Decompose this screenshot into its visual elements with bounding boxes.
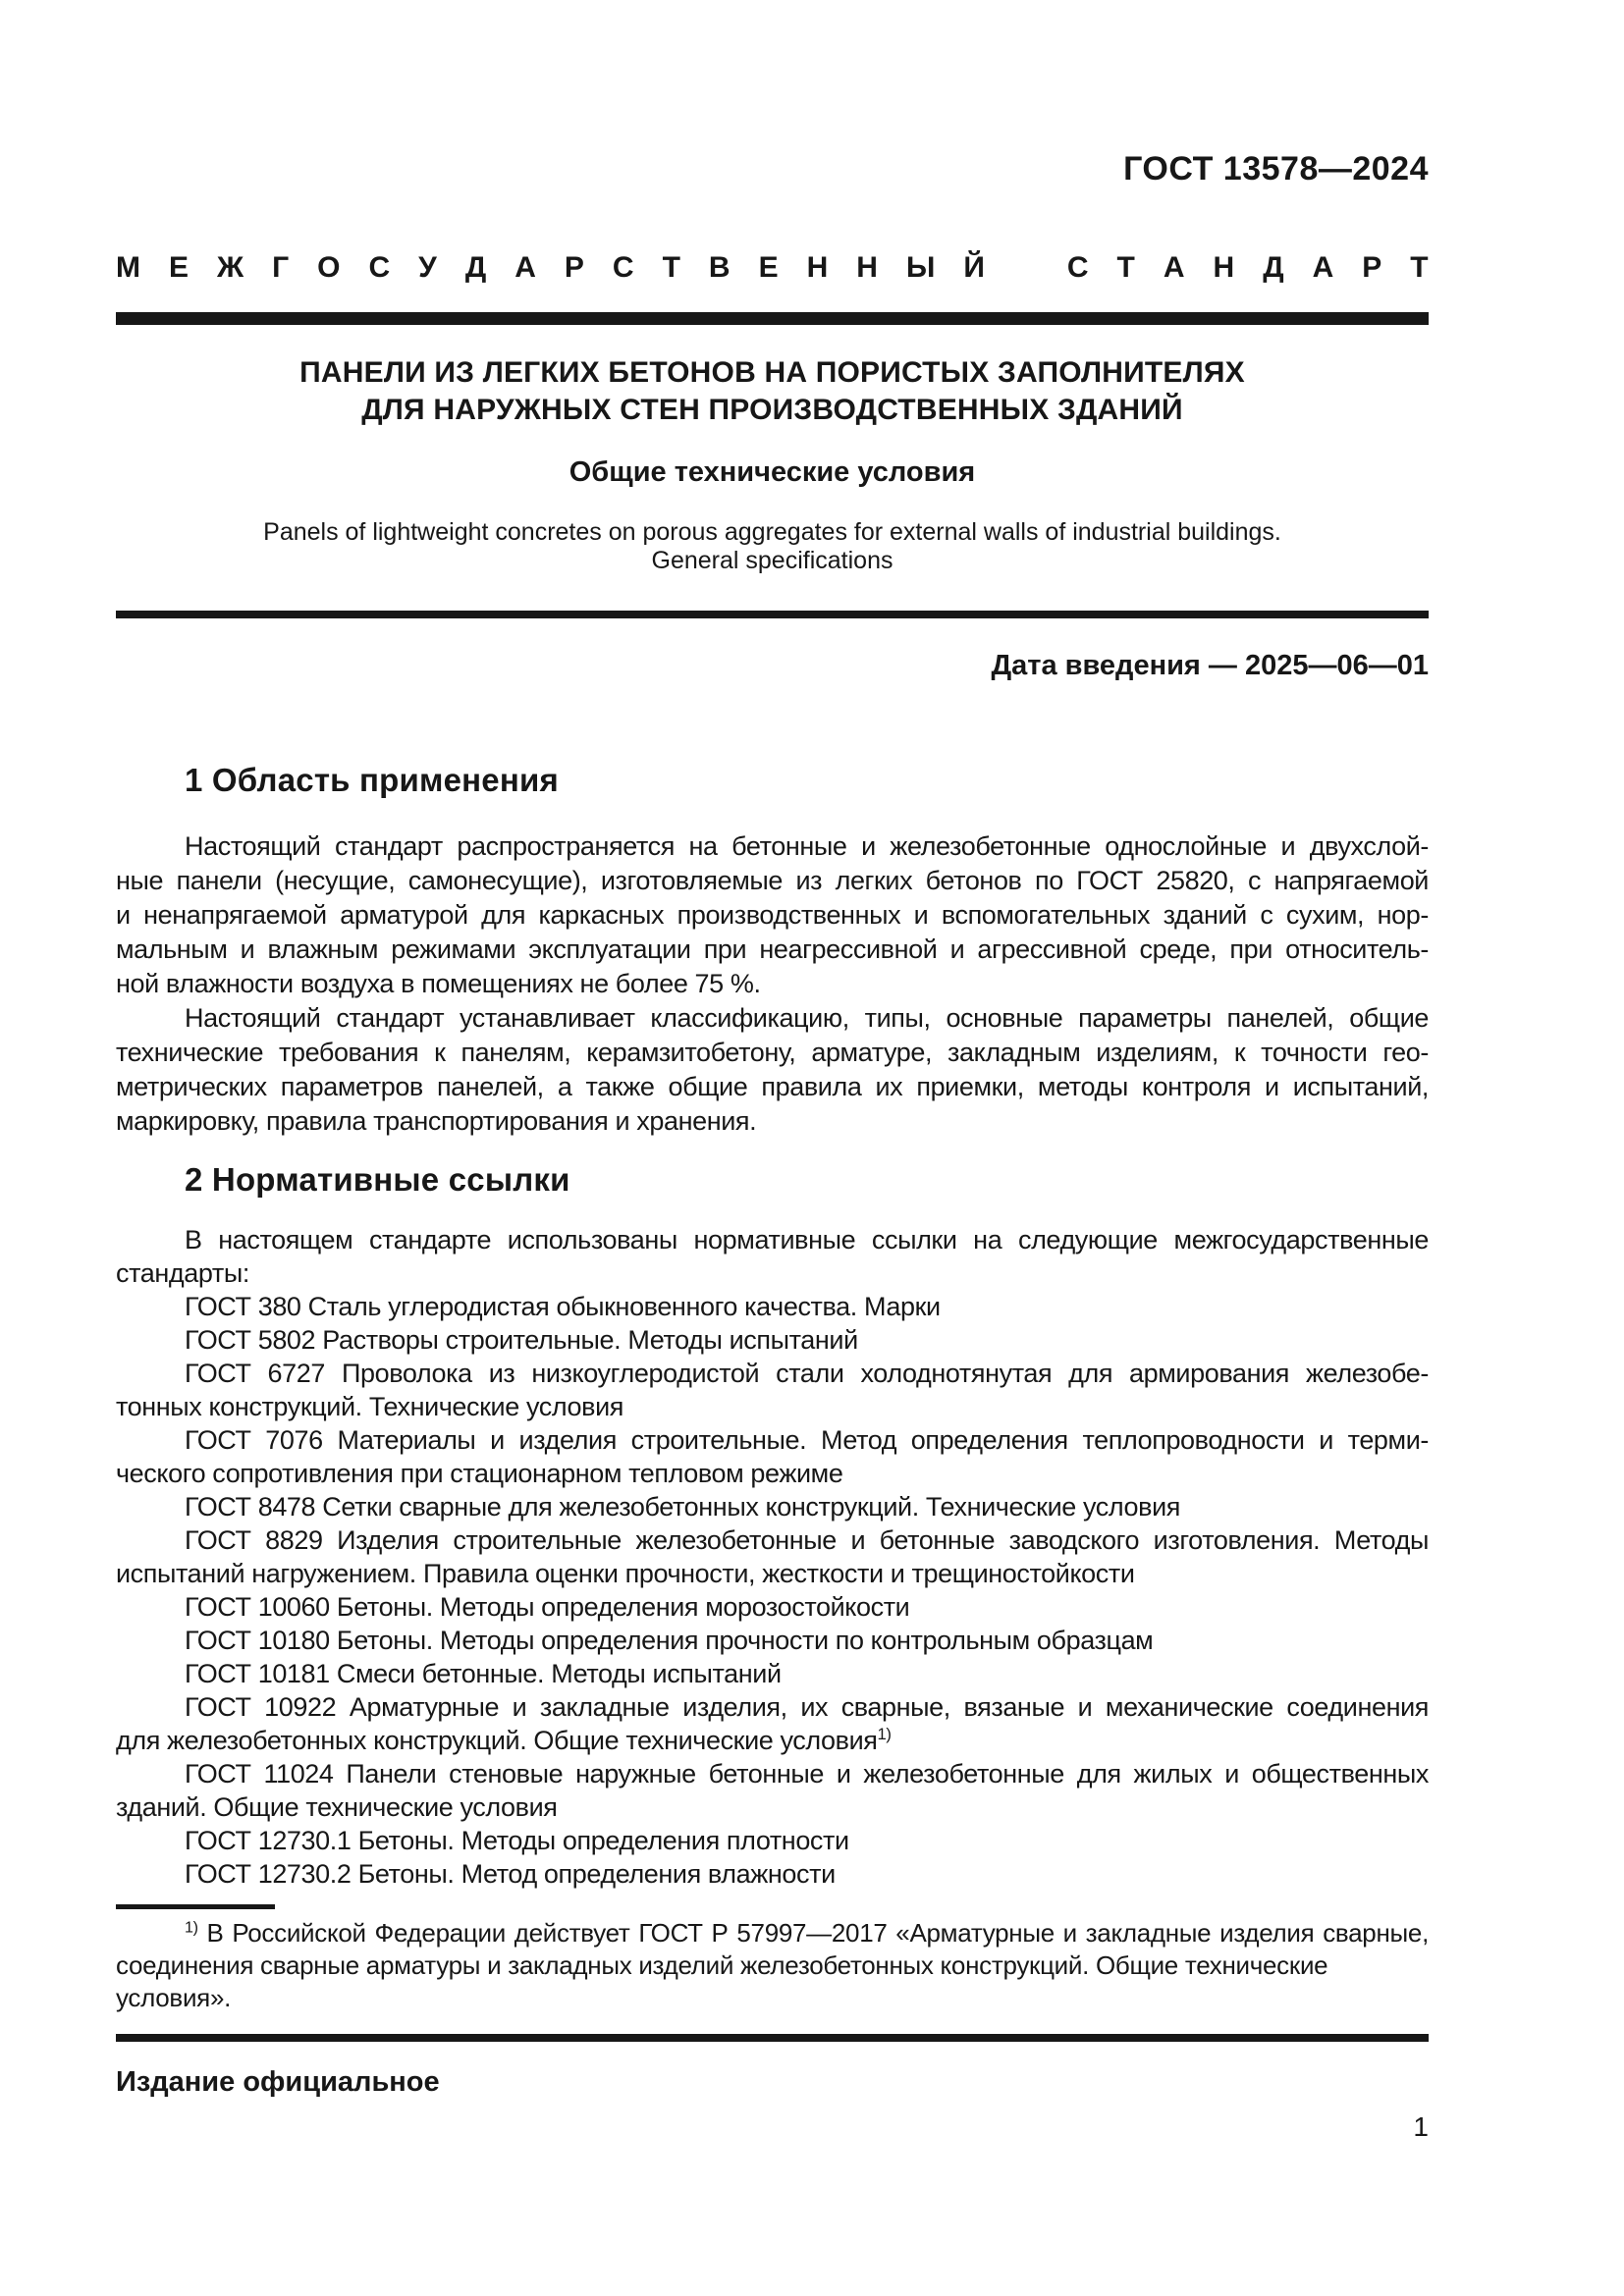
reference-item (116, 1590, 1429, 1624)
footnote-text-1: В Российской Федерации действует ГОСТ Р 57997—2017 «Арматурные и закладные изделия сварные, (206, 1918, 1429, 1948)
section-1-heading: 1 Область применения (185, 762, 559, 798)
banner-letter (1013, 253, 1039, 283)
banner-letter: Д (1263, 251, 1284, 284)
footnote-marker: 1) (185, 1918, 198, 1937)
standard-type-banner (116, 253, 1429, 283)
banner-letter: А (514, 251, 536, 284)
reference-item (116, 1290, 1429, 1323)
reference-line: ГОСТ 5802 Растворы строительные. Методы испытаний (185, 1325, 858, 1355)
section-1-paragraph-1 (116, 829, 1429, 1001)
reference-item (116, 1357, 1429, 1423)
title-ru-line1: ПАНЕЛИ ИЗ ЛЕГКИХ БЕТОНОВ НА ПОРИСТЫХ ЗАПОЛНИТЕЛЯХ (299, 356, 1245, 389)
banner-letter: А (1163, 251, 1185, 284)
reference-item (116, 1490, 1429, 1523)
reference-item (116, 1757, 1429, 1824)
banner-letter: Р (564, 251, 584, 284)
reference-line: ГОСТ 6727 Проволока из низкоуглеродистой стали холоднотянутая для армирования железобе- (185, 1359, 1429, 1388)
text-line: ной влажности воздуха в помещениях не более 75 %. (116, 969, 761, 998)
reference-line: испытаний нагружением. Правила оценки прочности, жесткости и трещиностойкости (116, 1559, 1135, 1588)
footnote-line-2: соединения сварные арматуры и закладных изделий железобетонных конструкций. Общие технические условия». (116, 1950, 1328, 2012)
banner-letter: Р (1362, 251, 1382, 284)
reference-line: зданий. Общие технические условия (116, 1792, 558, 1822)
banner-letter: С (368, 251, 391, 284)
banner-letter: Т (1410, 251, 1429, 284)
reference-item (116, 1423, 1429, 1490)
banner-letter: Д (464, 251, 487, 284)
reference-line: ГОСТ 380 Сталь углеродистая обыкновенного качества. Марки (185, 1292, 941, 1321)
title-en-line1: Panels of lightweight concretes on porous aggregates for external walls of industrial buildings. (263, 518, 1281, 546)
banner-letter: С (612, 251, 634, 284)
reference-line: ГОСТ 10922 Арматурные и закладные изделия, их сварные, вязаные и механические соединения (185, 1692, 1429, 1722)
title-ru-line2: ДЛЯ НАРУЖНЫХ СТЕН ПРОИЗВОДСТВЕННЫХ ЗДАНИЙ (361, 394, 1183, 426)
reference-item (116, 1857, 1429, 1891)
banner-letter: Ж (217, 251, 244, 284)
references-list (116, 1290, 1429, 1891)
banner-letter: Е (169, 251, 189, 284)
reference-line: ГОСТ 11024 Панели стеновые наружные бетонные и железобетонные для жилых и общественных (185, 1759, 1429, 1789)
reference-item (116, 1657, 1429, 1690)
footnote-rule (116, 1904, 275, 1909)
reference-line: ГОСТ 12730.2 Бетоны. Метод определения влажности (185, 1859, 836, 1889)
text-line: Настоящий стандарт устанавливает классификацию, типы, основные параметры панелей, общие (185, 1003, 1429, 1033)
banner-letter: Н (856, 251, 878, 284)
reference-line: ГОСТ 10181 Смеси бетонные. Методы испытаний (185, 1659, 782, 1688)
reference-line: ГОСТ 10060 Бетоны. Методы определения морозостойкости (185, 1592, 910, 1622)
reference-line: тонных конструкций. Технические условия (116, 1392, 623, 1421)
reference-line: ческого сопротивления при стационарном тепловом режиме (116, 1459, 843, 1488)
bottom-rule (116, 2034, 1429, 2042)
banner-letter: Ы (905, 251, 936, 284)
banner-letter: Н (1213, 251, 1235, 284)
text-line: и ненапрягаемой арматурой для каркасных производственных и вспомогательных зданий с сухим, нор- (116, 900, 1429, 930)
reference-line: ГОСТ 10180 Бетоны. Методы определения прочности по контрольным образцам (185, 1626, 1154, 1655)
title-en (116, 518, 1429, 575)
text-line: метрических параметров панелей, а также общие правила их приемки, методы контроля и испытаний, (116, 1072, 1429, 1101)
reference-item (116, 1624, 1429, 1657)
banner-letter: О (317, 251, 341, 284)
text-line: стандарты: (116, 1258, 249, 1288)
section-2-intro (116, 1223, 1429, 1290)
footnote (116, 1917, 1429, 2014)
banner-letter: Т (662, 251, 680, 284)
reference-item (116, 1523, 1429, 1590)
top-rule (116, 312, 1429, 325)
reference-line: ГОСТ 12730.1 Бетоны. Методы определения плотности (185, 1826, 849, 1855)
section-2-heading: 2 Нормативные ссылки (185, 1161, 570, 1198)
doc-code: ГОСТ 13578—2024 (1123, 150, 1429, 187)
middle-rule (116, 611, 1429, 618)
section-1-paragraph-2 (116, 1001, 1429, 1139)
footnote-line-1 (116, 1917, 1429, 1949)
reference-line: ГОСТ 8478 Сетки сварные для железобетонных конструкций. Технические условия (185, 1492, 1180, 1522)
reference-line: ГОСТ 8829 Изделия строительные железобетонные и бетонные заводского изготовления. Методы (185, 1525, 1429, 1555)
text-line: технические требования к панелям, керамзитобетону, арматуре, закладным изделиям, к точности гео- (116, 1038, 1429, 1067)
text-line: маркировку, правила транспортирования и хранения. (116, 1106, 757, 1136)
banner-letter: Т (1116, 251, 1135, 284)
page-number: 1 (1413, 2111, 1429, 2142)
banner-letter: А (1312, 251, 1334, 284)
text-line: мальным и влажным режимами эксплуатации при неагрессивной и агрессивной среде, при относитель- (116, 934, 1429, 964)
banner-letter: С (1066, 251, 1089, 284)
text-line: ные панели (несущие, самонесущие), изготовляемые из легких бетонов по ГОСТ 25820, с напрягаемой (116, 866, 1429, 895)
footnote-ref-marker: 1) (877, 1725, 892, 1743)
reference-line: для железобетонных конструкций. Общие технические условия$^{1)}$ (116, 1725, 892, 1755)
title-en-line2: General specifications (651, 547, 893, 574)
text-line: Настоящий стандарт распространяется на бетонные и железобетонные однослойные и двухслой- (185, 831, 1429, 861)
reference-item (116, 1690, 1429, 1757)
subtitle-ru: Общие технические условия (568, 456, 976, 488)
banner-letter: Г (272, 251, 290, 284)
banner-letter: У (418, 251, 437, 284)
reference-item (116, 1323, 1429, 1357)
reference-item (116, 1824, 1429, 1857)
reference-line: ГОСТ 7076 Материалы и изделия строительные. Метод определения теплопроводности и терми- (185, 1425, 1429, 1455)
banner-letter: Е (758, 251, 779, 284)
effective-date: Дата введения — 2025—06—01 (991, 650, 1429, 681)
title-ru (116, 354, 1429, 429)
edition-note: Издание официальное (116, 2066, 440, 2098)
banner-letter: М (116, 251, 140, 284)
text-line: В настоящем стандарте использованы нормативные ссылки на следующие межгосударственные (185, 1225, 1429, 1255)
banner-letter: Й (963, 251, 985, 284)
banner-letter: В (708, 251, 731, 284)
banner-letter: Н (806, 251, 829, 284)
